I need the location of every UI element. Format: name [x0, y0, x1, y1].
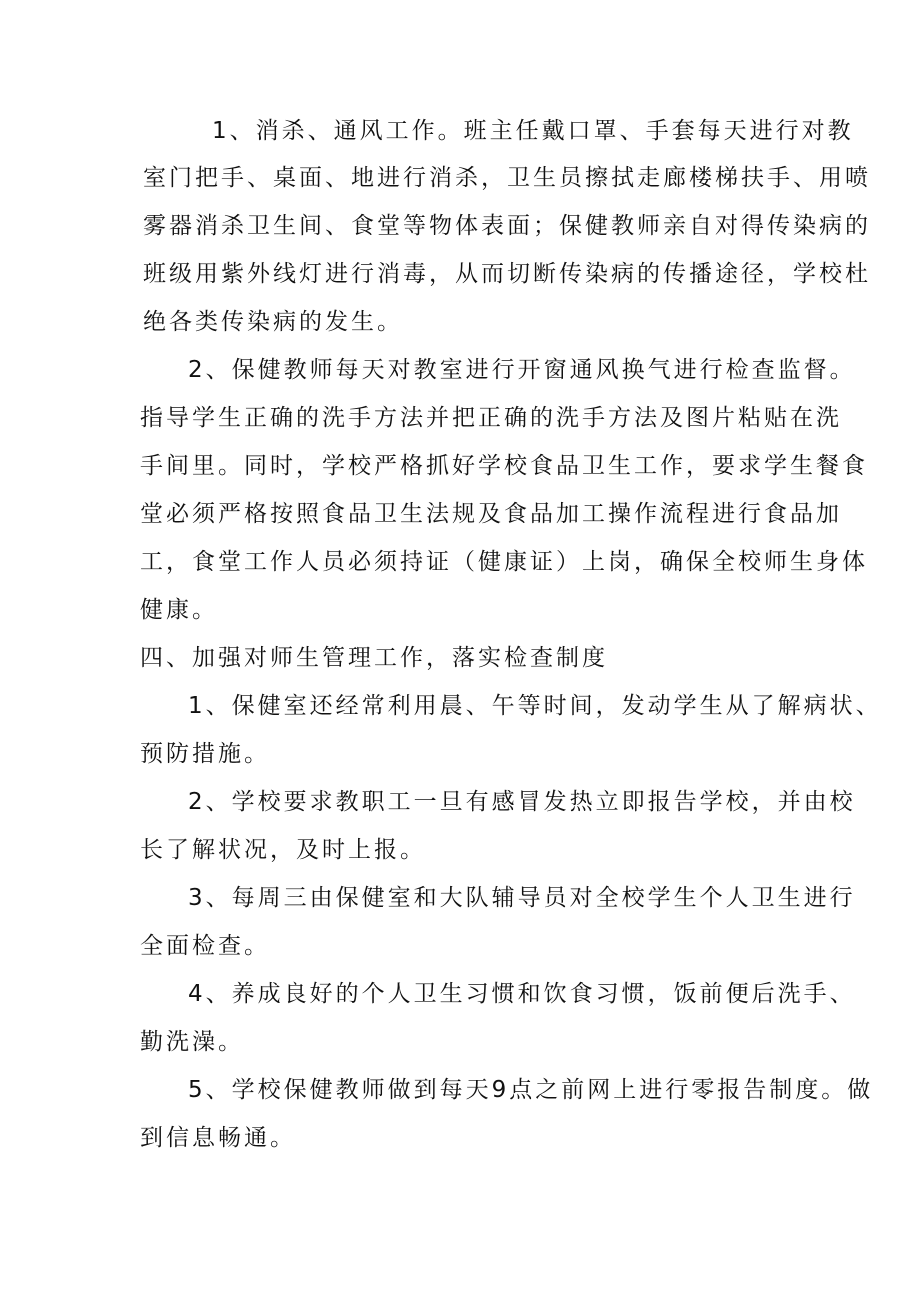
text-line: 全面检查。 [140, 933, 270, 959]
text-line: 工，食堂工作人员必须持证（健康证）上岗，确保全校师生身体 [140, 549, 868, 575]
text-line: 勤洗澡。 [140, 1029, 244, 1055]
text-line: 2、保健教师每天对教室进行开窗通风换气进行检查监督。 [188, 357, 856, 383]
text-line: 手间里。同时，学校严格抓好学校食品卫生工作，要求学生餐食 [140, 453, 868, 479]
text-line: 5、学校保健教师做到每天9点之前网上进行零报告制度。做 [188, 1077, 874, 1103]
text-line: 绝各类传染病的发生。 [143, 309, 403, 335]
text-line: 指导学生正确的洗手方法并把正确的洗手方法及图片粘贴在洗 [140, 405, 842, 431]
text-line: 到信息畅通。 [140, 1125, 296, 1151]
section-heading: 四、加强对师生管理工作，落实检查制度 [140, 645, 608, 671]
text-line: 健康。 [140, 597, 218, 623]
text-line: 堂必须严格按照食品卫生法规及食品加工操作流程进行食品加 [140, 501, 842, 527]
text-line: 预防措施。 [140, 741, 270, 767]
text-line: 1、保健室还经常利用晨、午等时间，发动学生从了解病状、 [188, 693, 882, 719]
text-line: 室门把手、桌面、地进行消杀，卫生员擦拭走廊楼梯扶手、用喷 [143, 165, 871, 191]
text-line: 1、消杀、通风工作。班主任戴口罩、手套每天进行对教 [212, 118, 854, 144]
text-line: 2、学校要求教职工一旦有感冒发热立即报告学校，并由校 [188, 789, 856, 815]
text-line: 班级用紫外线灯进行消毒，从而切断传染病的传播途径，学校杜 [143, 261, 871, 287]
text-line: 长了解状况，及时上报。 [140, 837, 426, 863]
text-line: 3、每周三由保健室和大队辅导员对全校学生个人卫生进行 [188, 885, 856, 911]
text-line: 雾器消杀卫生间、食堂等物体表面；保健教师亲自对得传染病的 [143, 213, 871, 239]
text-line: 4、养成良好的个人卫生习惯和饮食习惯，饭前便后洗手、 [188, 981, 856, 1007]
